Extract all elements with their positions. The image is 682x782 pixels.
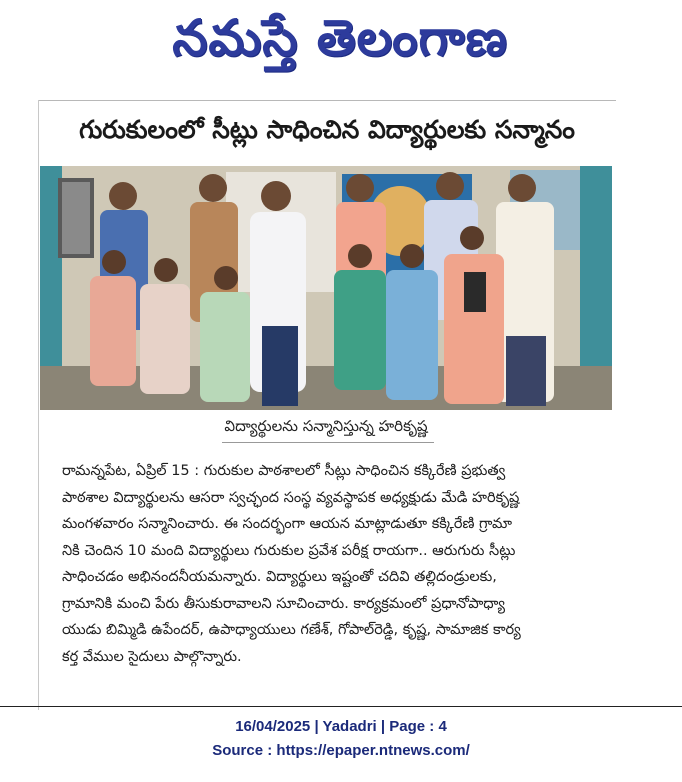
masthead-title: నమస్తే తెలంగాణ (172, 8, 508, 67)
article-body (62, 458, 610, 670)
body-line: గ్రామానికి మంచి పేరు తీసుకురావాలని సూచించారు. కార్యక్రమంలో ప్రధానోపాధ్యా (62, 595, 506, 612)
body-line: యుడు బిమ్మిడి ఉపేందర్, ఉపాధ్యాయులు గణేశ్, గోపాల్‌రెడ్డి, కృష్ణ, సామాజిక కార్య (62, 622, 521, 638)
body-line: మంగళవారం సన్మానించారు. ఈ సందర్భంగా ఆయన మాట్లాడుతూ కక్కిరేణి గ్రామా (62, 516, 512, 532)
headline-text: గురుకులంలో సీట్లు సాధించిన విద్యార్థులకు సన్మానం (79, 115, 575, 144)
body-line: కర్త వేముల సైదులు పాల్గొన్నారు. (62, 648, 242, 665)
top-divider (38, 100, 616, 101)
group-photo-illustration (40, 166, 612, 410)
body-line: రామన్నపేట, ఏప్రిల్ 15 : గురుకుల పాఠశాలలో సీట్లు సాధించిన కక్కిరేణి ప్రభుత్వ (62, 463, 506, 479)
body-line: పాఠశాల విద్యార్థులను ఆసరా స్వచ్ఛంద సంస్థ వ్యవస్థాపక అధ్యక్షుడు మేడి హరికృష్ణ (62, 489, 520, 506)
article-headline (38, 108, 616, 158)
photo-caption (40, 416, 612, 440)
footer-divider (0, 706, 682, 707)
newspaper-masthead-logo (130, 8, 550, 80)
article-photo (40, 166, 612, 410)
source-link[interactable]: Source : https://epaper.ntnews.com/ (212, 742, 470, 759)
photo-caption-text: విద్యార్థులను సన్మానిస్తున్న హరికృష్ణ (224, 417, 428, 435)
edition-meta: 16/04/2025 | Yadadri | Page : 4 (235, 718, 447, 735)
left-column-rule (38, 100, 39, 710)
body-line: సాధించడం అభినందనీయమన్నారు. విద్యార్థులు ఇష్టంతో చదివి తల్లిదండ్రులకు, (62, 569, 497, 585)
body-line: నికి చెందిన 10 మంది విద్యార్థులు గురుకుల ప్రవేశ పరీక్ష రాయగా.. ఆరుగురు సీట్లు (62, 542, 516, 559)
caption-underline (222, 442, 434, 443)
